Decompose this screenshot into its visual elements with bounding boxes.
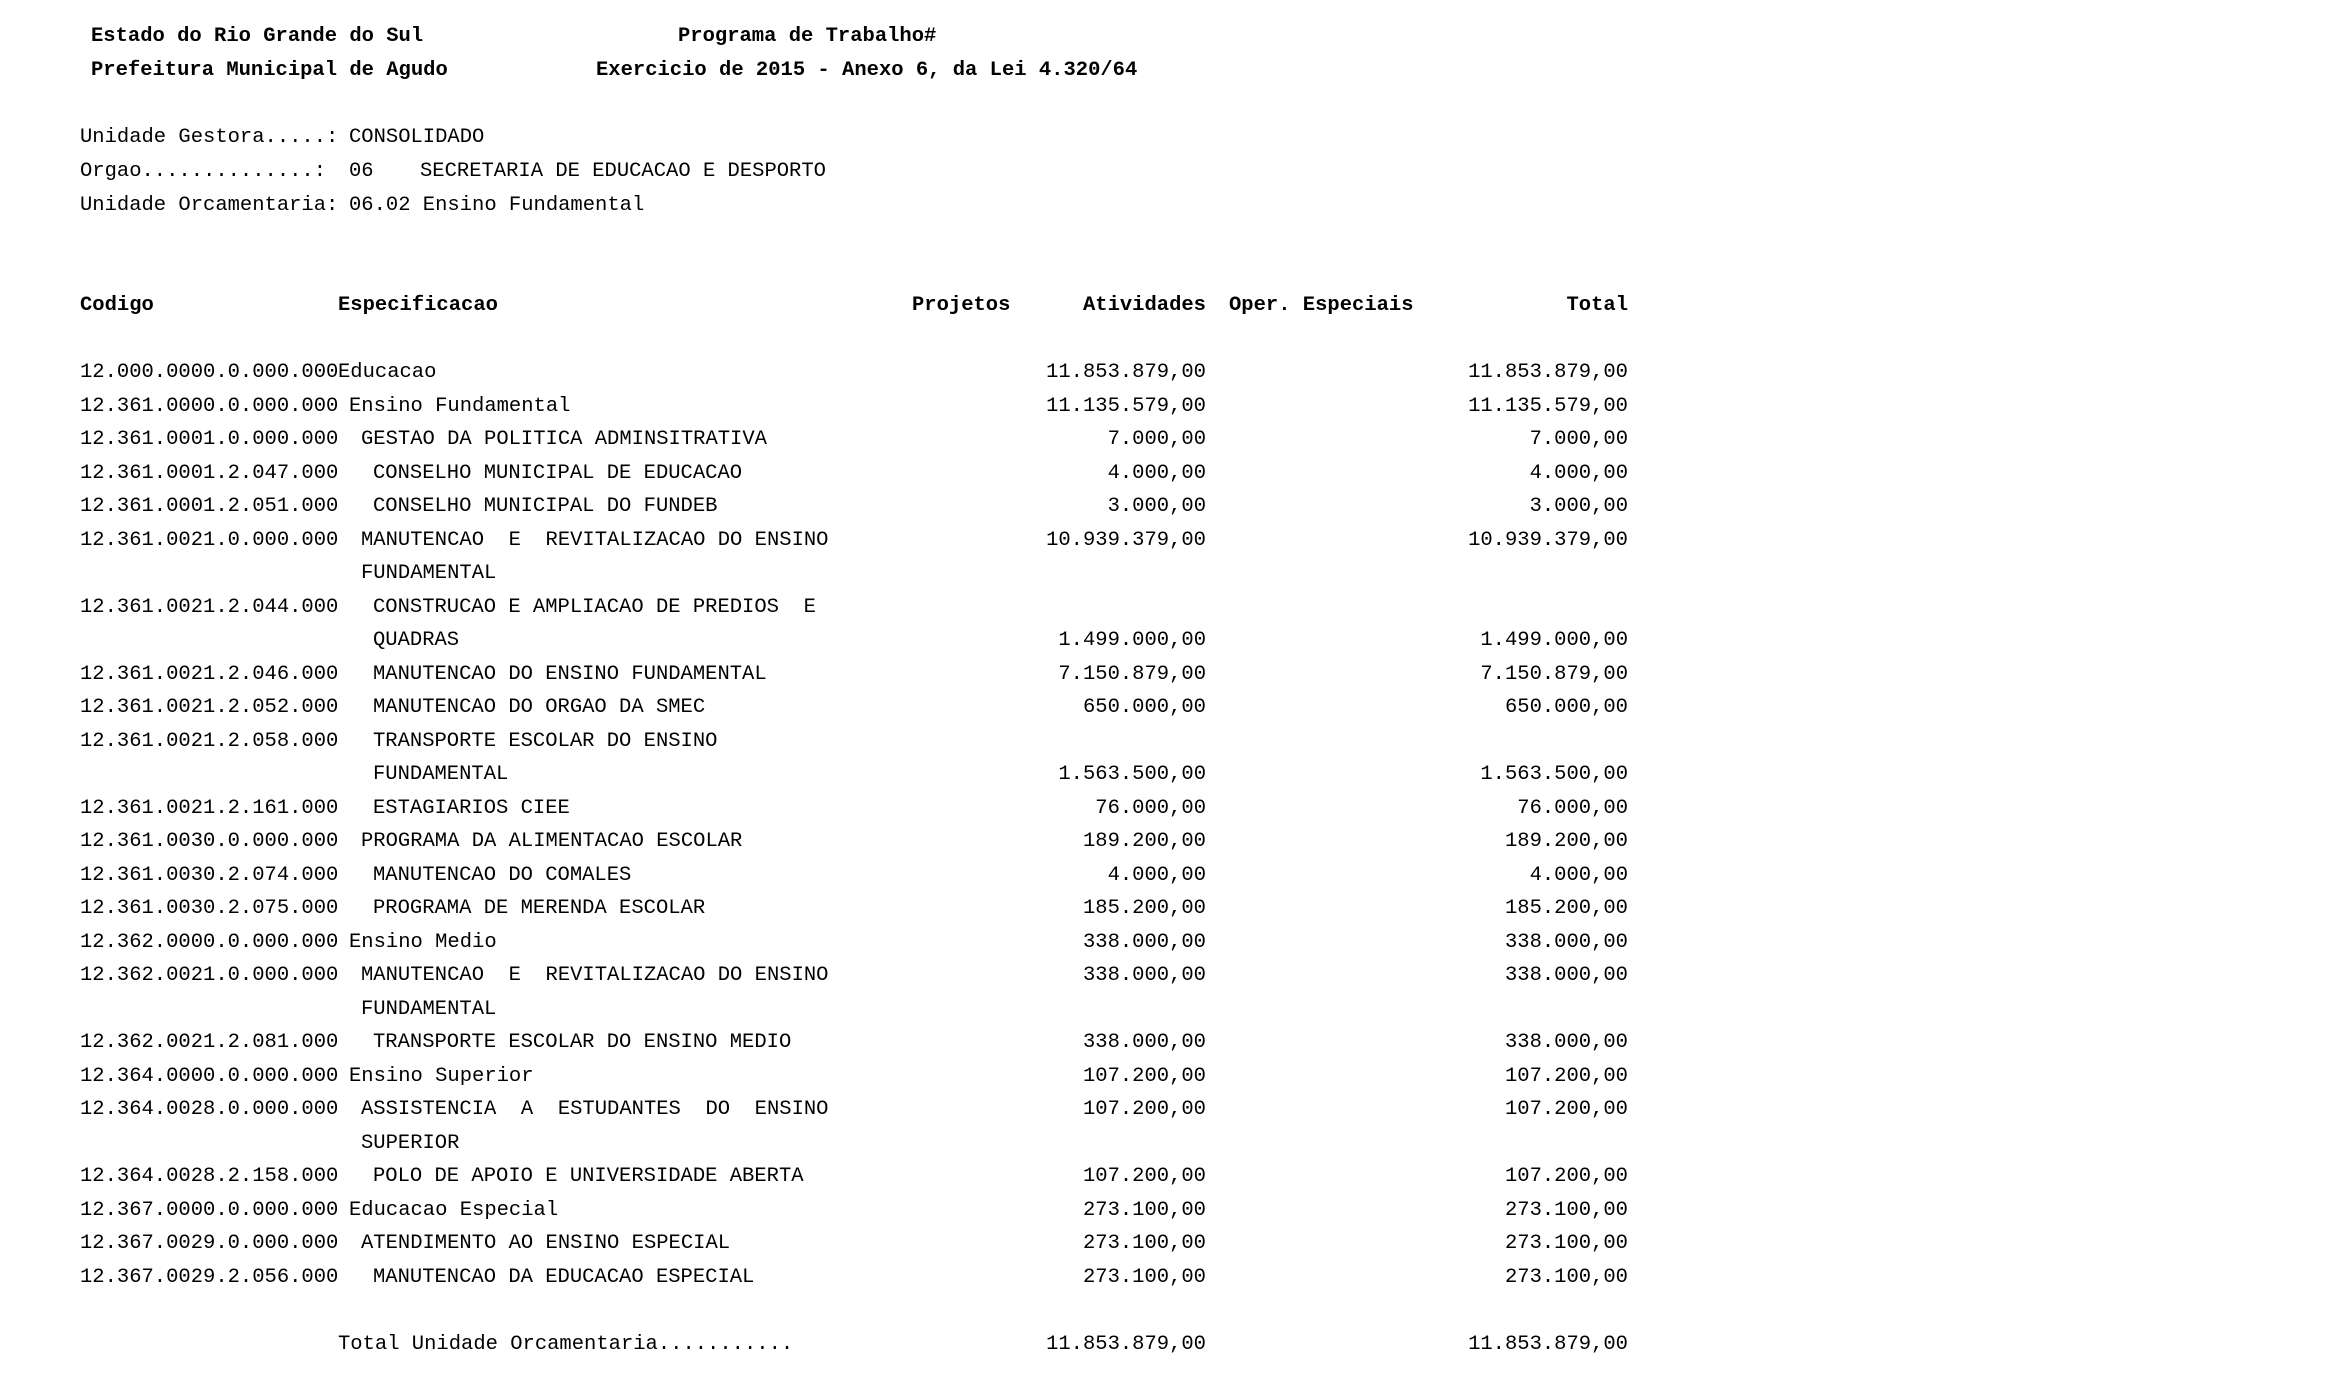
row-total: 11.853.879,00 [1468,361,1628,384]
row-atividades: 7.150.879,00 [1058,662,1206,686]
row-codigo: 12.361.0021.2.058.000 [80,729,339,753]
row-especificacao-continued: FUNDAMENTAL [373,763,509,786]
row-codigo: 12.361.0030.0.000.000 [80,830,339,853]
column-header-atividades: Atividades [1082,294,1206,317]
row-especificacao: ATENDIMENTO AO ENSINO ESPECIAL [361,1232,731,1255]
row-atividades: 107.200,00 [1082,1165,1206,1188]
row-codigo: 12.364.0028.0.000.000 [80,1098,339,1121]
row-atividades: 338.000,00 [1082,1031,1206,1054]
row-especificacao: Ensino Superior [349,1064,534,1088]
row-total: 189.200,00 [1504,830,1628,853]
row-total: 3.000,00 [1529,495,1628,518]
row-total: 107.200,00 [1504,1165,1628,1188]
unidade-gestora-value: CONSOLIDADO [349,126,485,149]
row-especificacao: CONSELHO MUNICIPAL DO FUNDEB [373,495,718,518]
row-atividades: 273.100,00 [1082,1232,1206,1255]
row-especificacao: CONSELHO MUNICIPAL DE EDUCACAO [373,461,743,485]
row-especificacao: ASSISTENCIA A ESTUDANTES DO ENSINO [361,1098,829,1121]
row-especificacao: CONSTRUCAO E AMPLIACAO DE PREDIOS E [373,595,816,619]
row-atividades: 76.000,00 [1095,796,1206,820]
row-atividades: 11.853.879,00 [1046,361,1206,384]
row-atividades: 338.000,00 [1082,964,1206,987]
row-codigo: 12.367.0029.2.056.000 [80,1265,339,1289]
row-especificacao: PROGRAMA DA ALIMENTACAO ESCOLAR [361,830,743,853]
row-total: 338.000,00 [1504,964,1628,987]
row-atividades: 10.939.379,00 [1046,528,1206,552]
row-total: 4.000,00 [1529,863,1628,887]
row-atividades: 1.499.000,00 [1058,629,1206,652]
row-codigo: 12.362.0000.0.000.000 [80,930,339,954]
row-especificacao: GESTAO DA POLITICA ADMINSITRATIVA [361,428,767,451]
row-especificacao: MANUTENCAO DO ORGAO DA SMEC [373,696,706,719]
row-especificacao: TRANSPORTE ESCOLAR DO ENSINO [373,729,718,753]
row-total: 10.939.379,00 [1468,528,1628,552]
program-title: Programa de Trabalho# [678,25,937,48]
row-total: 1.563.500,00 [1480,763,1628,786]
row-especificacao: PROGRAMA DE MERENDA ESCOLAR [373,897,706,920]
row-atividades: 338.000,00 [1082,930,1206,954]
row-total: 107.200,00 [1504,1064,1628,1088]
row-atividades: 11.135.579,00 [1046,394,1206,418]
row-codigo: 12.361.0021.0.000.000 [80,528,339,552]
row-total: 11.135.579,00 [1468,394,1628,418]
row-atividades: 107.200,00 [1082,1064,1206,1088]
row-codigo: 12.361.0030.2.075.000 [80,897,339,920]
orgao-name: SECRETARIA DE EDUCACAO E DESPORTO [420,160,826,183]
row-atividades: 7.000,00 [1107,428,1206,451]
row-total: 185.200,00 [1504,897,1628,920]
row-especificacao: MANUTENCAO DO ENSINO FUNDAMENTAL [373,662,767,686]
row-atividades: 1.563.500,00 [1058,763,1206,786]
row-codigo: 12.367.0000.0.000.000 [80,1198,339,1222]
row-total: 338.000,00 [1504,1031,1628,1054]
row-especificacao: MANUTENCAO E REVITALIZACAO DO ENSINO [361,964,829,987]
row-atividades: 273.100,00 [1082,1265,1206,1289]
row-codigo: 12.361.0000.0.000.000 [80,394,339,418]
column-header-especificacao: Especificacao [338,294,498,317]
row-especificacao-continued: QUADRAS [373,629,460,652]
row-codigo: 12.364.0028.2.158.000 [80,1165,339,1188]
row-especificacao-continued: FUNDAMENTAL [361,562,497,585]
column-header-total: Total [1566,294,1628,317]
unidade-orcamentaria-label: Unidade Orcamentaria: [80,194,339,217]
state-name: Estado do Rio Grande do Sul [91,25,424,48]
row-especificacao: POLO DE APOIO E UNIVERSIDADE ABERTA [373,1165,804,1188]
row-atividades: 185.200,00 [1082,897,1206,920]
row-total: 338.000,00 [1504,930,1628,954]
row-codigo: 12.361.0021.2.052.000 [80,696,339,719]
row-especificacao: Ensino Medio [349,930,497,954]
footer-total-label: Total Unidade Orcamentaria........... [338,1333,794,1356]
row-codigo: 12.367.0029.0.000.000 [80,1232,339,1255]
row-atividades: 650.000,00 [1082,696,1206,719]
row-atividades: 4.000,00 [1107,863,1206,887]
footer-total-atividades: 11.853.879,00 [1046,1333,1206,1356]
row-especificacao: Educacao Especial [349,1198,559,1222]
row-total: 1.499.000,00 [1480,629,1628,652]
row-codigo: 12.361.0001.2.051.000 [80,495,339,518]
orgao-code: 06 [349,160,374,183]
row-codigo: 12.361.0001.2.047.000 [80,461,339,485]
row-especificacao-continued: FUNDAMENTAL [361,997,497,1021]
unidade-orcamentaria-value: 06.02 Ensino Fundamental [349,194,645,217]
row-especificacao-continued: SUPERIOR [361,1131,460,1155]
row-atividades: 273.100,00 [1082,1198,1206,1222]
row-total: 273.100,00 [1504,1265,1628,1289]
row-codigo: 12.362.0021.0.000.000 [80,964,339,987]
row-total: 76.000,00 [1517,796,1628,820]
row-total: 650.000,00 [1504,696,1628,719]
row-especificacao: MANUTENCAO DO COMALES [373,863,632,887]
row-codigo: 12.000.0000.0.000.000 [80,361,339,384]
row-total: 273.100,00 [1504,1232,1628,1255]
row-total: 107.200,00 [1504,1098,1628,1121]
row-atividades: 107.200,00 [1082,1098,1206,1121]
column-header-oper-especiais: Oper. Especiais [1229,294,1414,317]
row-codigo: 12.362.0021.2.081.000 [80,1031,339,1054]
row-especificacao: Educacao [338,361,437,384]
row-atividades: 189.200,00 [1082,830,1206,853]
orgao-label: Orgao..............: [80,160,327,183]
row-codigo: 12.361.0030.2.074.000 [80,863,339,887]
row-codigo: 12.361.0021.2.046.000 [80,662,339,686]
row-total: 4.000,00 [1529,461,1628,485]
unidade-gestora-label: Unidade Gestora.....: [80,126,339,149]
row-codigo: 12.361.0001.0.000.000 [80,428,339,451]
footer-total-value: 11.853.879,00 [1468,1333,1628,1356]
row-atividades: 4.000,00 [1107,461,1206,485]
exercise-title: Exercicio de 2015 - Anexo 6, da Lei 4.320/64 [596,59,1138,82]
row-especificacao: Ensino Fundamental [349,394,571,418]
row-especificacao: MANUTENCAO DA EDUCACAO ESPECIAL [373,1265,755,1289]
row-atividades: 3.000,00 [1107,495,1206,518]
row-total: 7.150.879,00 [1480,662,1628,686]
row-total: 273.100,00 [1504,1198,1628,1222]
row-codigo: 12.361.0021.2.161.000 [80,796,339,820]
row-codigo: 12.361.0021.2.044.000 [80,595,339,619]
column-header-projetos: Projetos [912,294,1011,317]
row-total: 7.000,00 [1529,428,1628,451]
row-especificacao: TRANSPORTE ESCOLAR DO ENSINO MEDIO [373,1031,792,1054]
municipality-name: Prefeitura Municipal de Agudo [91,59,448,82]
row-codigo: 12.364.0000.0.000.000 [80,1064,339,1088]
row-especificacao: MANUTENCAO E REVITALIZACAO DO ENSINO [361,528,829,552]
column-header-codigo: Codigo [80,294,154,317]
row-especificacao: ESTAGIARIOS CIEE [373,796,570,820]
